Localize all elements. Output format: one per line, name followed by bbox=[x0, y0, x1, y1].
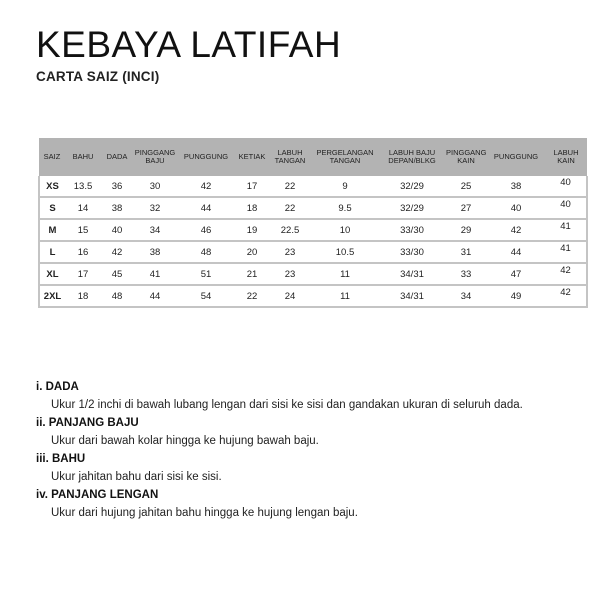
column-header: DADA bbox=[101, 138, 133, 176]
table-cell: 38 bbox=[133, 241, 177, 263]
table-cell: 34/31 bbox=[379, 263, 445, 285]
table-cell: 15 bbox=[65, 219, 101, 241]
column-header: PERGELANGAN TANGAN bbox=[311, 138, 379, 176]
table-cell: 54 bbox=[177, 285, 235, 307]
table-row bbox=[39, 263, 587, 285]
table-cell: 40 bbox=[545, 193, 587, 215]
table-cell: 22.5 bbox=[269, 219, 311, 241]
column-header: PINGGANG KAIN bbox=[445, 138, 487, 176]
table-cell: 32/29 bbox=[379, 176, 445, 197]
column-header: LABUH BAJU DEPAN/BLKG bbox=[379, 138, 445, 176]
table-cell: 23 bbox=[269, 263, 311, 285]
table-cell: 48 bbox=[177, 241, 235, 263]
table-row bbox=[39, 176, 587, 197]
table-cell: 41 bbox=[545, 237, 587, 259]
note-heading: iii. BAHU bbox=[36, 453, 86, 465]
size-label-cell: M bbox=[39, 219, 65, 241]
table-cell: 33/30 bbox=[379, 241, 445, 263]
table-cell: 10 bbox=[311, 219, 379, 241]
table-row bbox=[39, 197, 587, 219]
table-cell: 42 bbox=[101, 241, 133, 263]
table-cell: 16 bbox=[65, 241, 101, 263]
column-header: PUNGGUNG bbox=[177, 138, 235, 176]
table-cell: 20 bbox=[235, 241, 269, 263]
table-cell: 32 bbox=[133, 197, 177, 219]
table-cell: 18 bbox=[65, 285, 101, 307]
measurement-notes bbox=[36, 378, 586, 522]
table-cell: 38 bbox=[101, 197, 133, 219]
table-cell: 42 bbox=[545, 259, 587, 281]
table-row bbox=[39, 285, 587, 307]
table-cell: 14 bbox=[65, 197, 101, 219]
note-text: Ukur dari bawah kolar hingga ke hujung bawah baju. bbox=[51, 435, 319, 447]
table-cell: 22 bbox=[235, 285, 269, 307]
size-chart-table bbox=[38, 138, 588, 308]
note-heading: ii. PANJANG BAJU bbox=[36, 417, 139, 429]
note-heading: iv. PANJANG LENGAN bbox=[36, 489, 159, 501]
table-cell: 41 bbox=[133, 263, 177, 285]
size-label-cell: XL bbox=[39, 263, 65, 285]
table-cell: 44 bbox=[177, 197, 235, 219]
table-cell: 48 bbox=[101, 285, 133, 307]
table-cell: 24 bbox=[269, 285, 311, 307]
table-cell: 21 bbox=[235, 263, 269, 285]
table-cell: 22 bbox=[269, 176, 311, 197]
table-cell: 46 bbox=[177, 219, 235, 241]
table-cell: 38 bbox=[487, 176, 545, 197]
table-cell: 10.5 bbox=[311, 241, 379, 263]
table-cell: 30 bbox=[133, 176, 177, 197]
table-cell: 17 bbox=[235, 176, 269, 197]
size-label-cell: XS bbox=[39, 176, 65, 197]
table-cell: 13.5 bbox=[65, 176, 101, 197]
table-cell: 51 bbox=[177, 263, 235, 285]
column-header: SAIZ bbox=[39, 138, 65, 176]
page-title: KEBAYA LATIFAH bbox=[36, 24, 342, 65]
table-cell: 41 bbox=[545, 215, 587, 237]
table-cell: 49 bbox=[487, 285, 545, 307]
table-cell: 40 bbox=[545, 172, 587, 193]
table-cell: 31 bbox=[445, 241, 487, 263]
note-heading: i. DADA bbox=[36, 381, 79, 393]
table-cell: 34 bbox=[445, 285, 487, 307]
table-cell: 11 bbox=[311, 263, 379, 285]
size-label-cell: L bbox=[39, 241, 65, 263]
table-row bbox=[39, 241, 587, 263]
note-text: Ukur 1/2 inchi di bawah lubang lengan dari sisi ke sisi dan gandakan ukuran di seluruh dada. bbox=[51, 399, 523, 411]
table-cell: 18 bbox=[235, 197, 269, 219]
size-label-cell: 2XL bbox=[39, 285, 65, 307]
table-cell: 44 bbox=[133, 285, 177, 307]
column-header: LABUH TANGAN bbox=[269, 138, 311, 176]
column-header: PINGGANG BAJU bbox=[133, 138, 177, 176]
table-header-row bbox=[39, 138, 587, 176]
table-cell: 32/29 bbox=[379, 197, 445, 219]
note-text: Ukur dari hujung jahitan bahu hingga ke hujung lengan baju. bbox=[51, 507, 358, 519]
table-cell: 42 bbox=[487, 219, 545, 241]
table-cell: 29 bbox=[445, 219, 487, 241]
table-cell: 40 bbox=[487, 197, 545, 219]
table-cell: 11 bbox=[311, 285, 379, 307]
page-subtitle: CARTA SAIZ (INCI) bbox=[36, 69, 160, 84]
table-cell: 27 bbox=[445, 197, 487, 219]
table-cell: 22 bbox=[269, 197, 311, 219]
table-cell: 9.5 bbox=[311, 197, 379, 219]
table-cell: 36 bbox=[101, 176, 133, 197]
table-row bbox=[39, 219, 587, 241]
table-cell: 44 bbox=[487, 241, 545, 263]
table-cell: 40 bbox=[101, 219, 133, 241]
table-cell: 25 bbox=[445, 176, 487, 197]
table-cell: 42 bbox=[177, 176, 235, 197]
table-cell: 34/31 bbox=[379, 285, 445, 307]
table-cell: 17 bbox=[65, 263, 101, 285]
column-header: KETIAK bbox=[235, 138, 269, 176]
table-cell: 23 bbox=[269, 241, 311, 263]
column-header: PUNGGUNG bbox=[487, 138, 545, 176]
table-cell: 33/30 bbox=[379, 219, 445, 241]
table-cell: 19 bbox=[235, 219, 269, 241]
column-header: BAHU bbox=[65, 138, 101, 176]
note-text: Ukur jahitan bahu dari sisi ke sisi. bbox=[51, 471, 222, 483]
column-header: LABUH KAIN bbox=[545, 138, 587, 176]
table-cell: 47 bbox=[487, 263, 545, 285]
table-cell: 45 bbox=[101, 263, 133, 285]
table-cell: 33 bbox=[445, 263, 487, 285]
size-label-cell: S bbox=[39, 197, 65, 219]
table-cell: 34 bbox=[133, 219, 177, 241]
table-cell: 42 bbox=[545, 281, 587, 303]
table-cell: 9 bbox=[311, 176, 379, 197]
